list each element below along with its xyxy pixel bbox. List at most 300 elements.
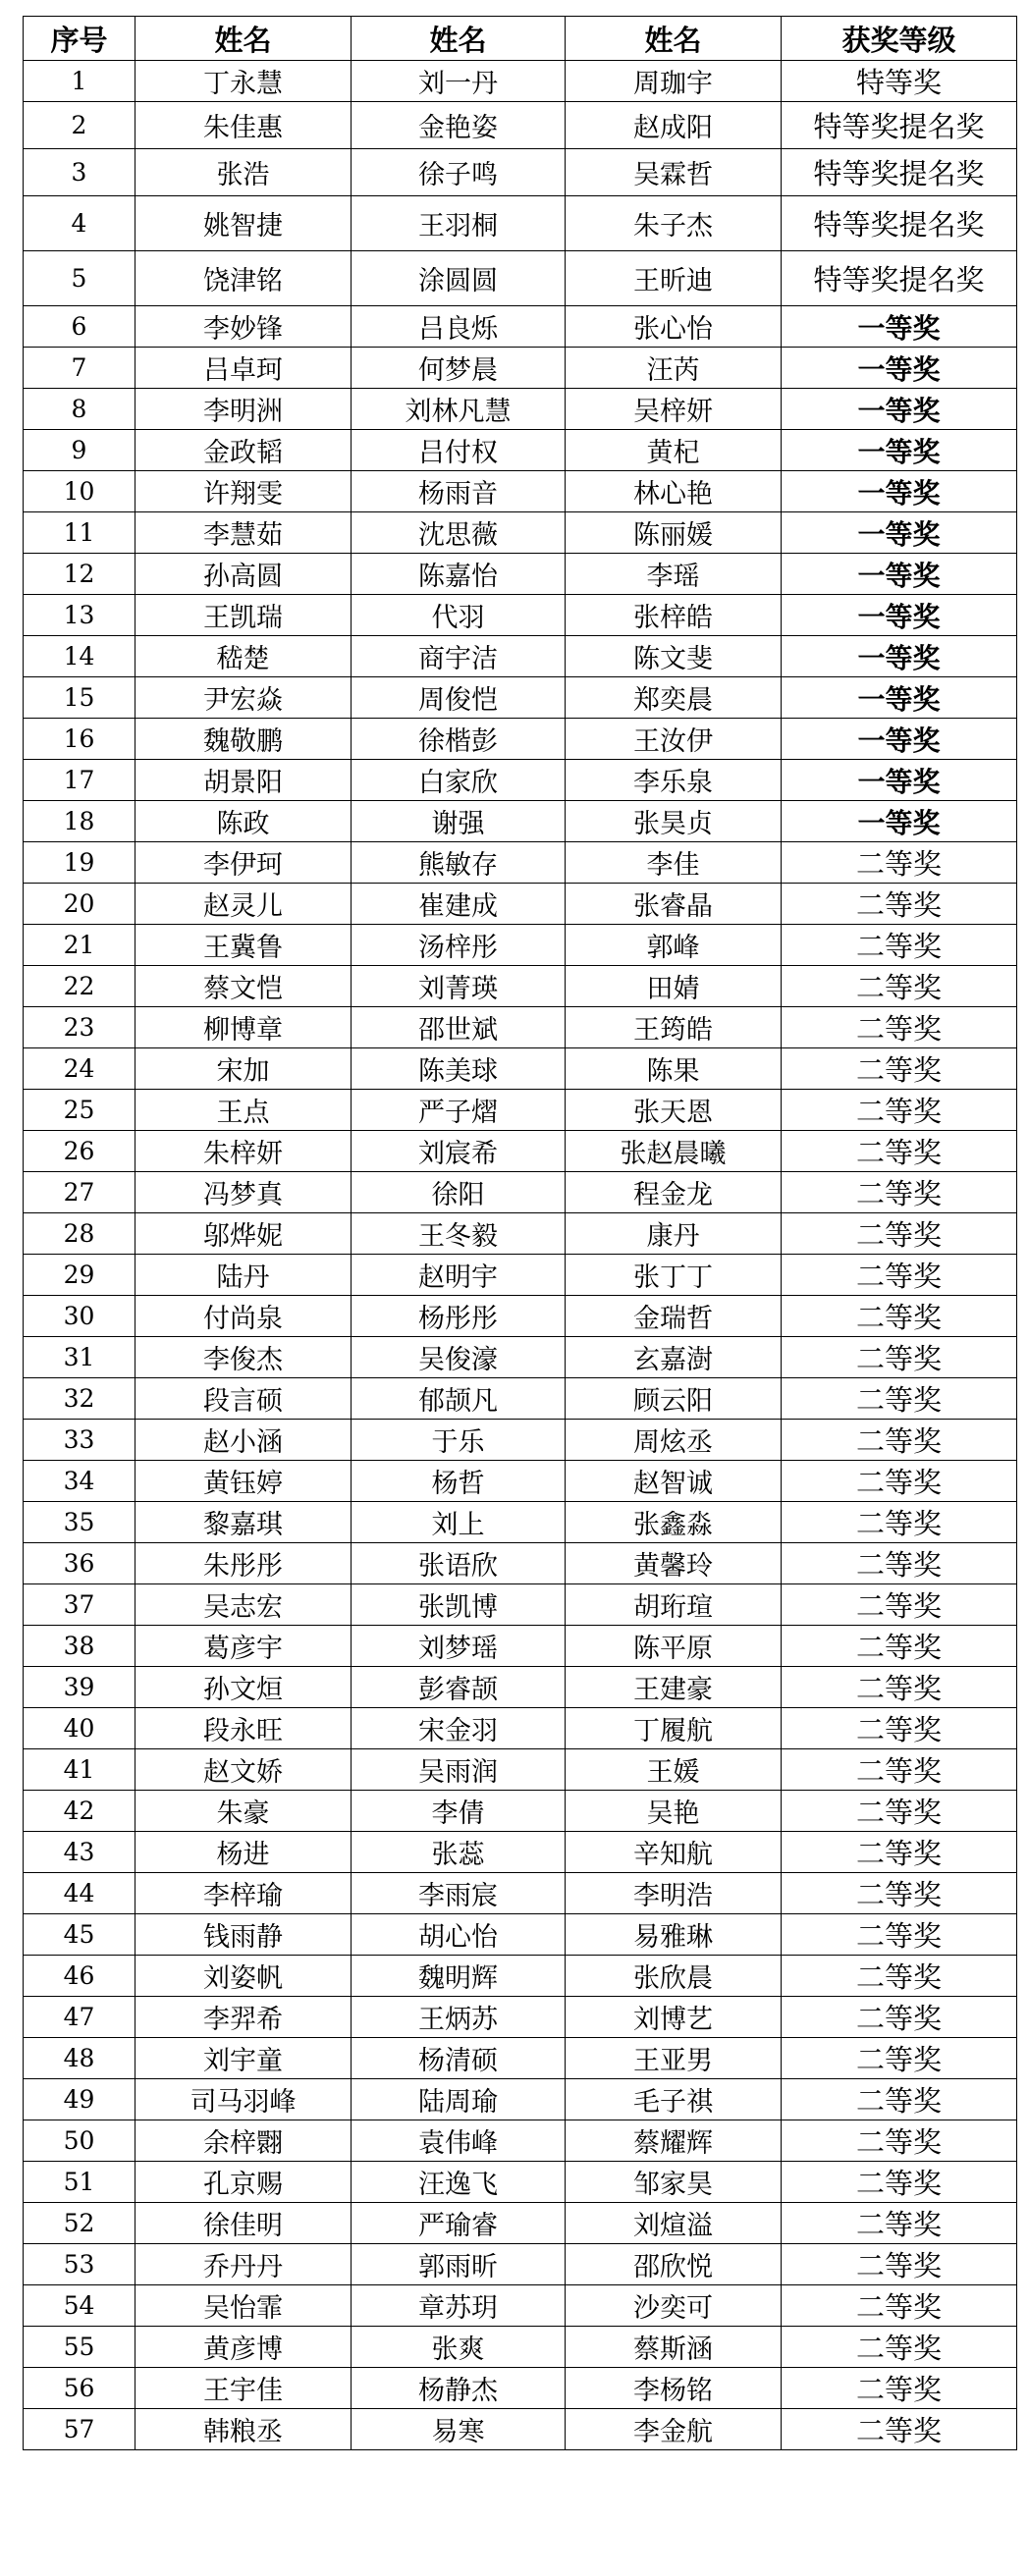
name-cell-3: 李佳	[566, 842, 782, 884]
name-cell-1: 吕卓珂	[135, 348, 352, 389]
name-cell-3: 程金龙	[566, 1172, 782, 1213]
table-row	[24, 2244, 1017, 2285]
seq-cell: 54	[24, 2285, 135, 2327]
name-cell-3: 吴霖哲	[566, 149, 782, 196]
name-cell-3: 王媛	[566, 1749, 782, 1791]
table-row	[24, 1543, 1017, 1584]
name-cell-1: 柳博章	[135, 1007, 352, 1048]
award-level-cell: 二等奖	[782, 2162, 1017, 2203]
name-cell-3: 王筠皓	[566, 1007, 782, 1048]
award-level-cell: 二等奖	[782, 2327, 1017, 2368]
award-level-cell: 二等奖	[782, 1090, 1017, 1131]
table-row	[24, 1873, 1017, 1914]
name-cell-2: 杨哲	[352, 1461, 566, 1502]
table-row	[24, 512, 1017, 554]
name-cell-3: 王建豪	[566, 1667, 782, 1708]
name-cell-1: 段永旺	[135, 1708, 352, 1749]
award-level-cell: 二等奖	[782, 1626, 1017, 1667]
seq-cell: 34	[24, 1461, 135, 1502]
seq-cell: 32	[24, 1378, 135, 1420]
seq-cell: 16	[24, 719, 135, 760]
seq-cell: 30	[24, 1296, 135, 1337]
name-cell-2: 王炳苏	[352, 1997, 566, 2038]
award-level-cell: 二等奖	[782, 1048, 1017, 1090]
name-cell-2: 杨彤彤	[352, 1296, 566, 1337]
award-level-cell: 二等奖	[782, 1956, 1017, 1997]
table-row	[24, 430, 1017, 471]
name-cell-3: 李瑶	[566, 554, 782, 595]
name-cell-1: 胡景阳	[135, 760, 352, 801]
award-level-cell: 一等奖	[782, 471, 1017, 512]
name-cell-1: 刘姿帆	[135, 1956, 352, 1997]
name-cell-1: 邬烨妮	[135, 1213, 352, 1255]
award-level-cell: 一等奖	[782, 760, 1017, 801]
seq-cell: 36	[24, 1543, 135, 1584]
seq-cell: 40	[24, 1708, 135, 1749]
table-row	[24, 677, 1017, 719]
award-level-cell: 二等奖	[782, 1420, 1017, 1461]
award-level-cell: 一等奖	[782, 306, 1017, 348]
name-cell-3: 周炫丞	[566, 1420, 782, 1461]
name-cell-2: 章苏玥	[352, 2285, 566, 2327]
table-row	[24, 2327, 1017, 2368]
name-cell-2: 陈美球	[352, 1048, 566, 1090]
table-row	[24, 1667, 1017, 1708]
seq-cell: 35	[24, 1502, 135, 1543]
name-cell-1: 葛彦宇	[135, 1626, 352, 1667]
seq-cell: 10	[24, 471, 135, 512]
name-cell-1: 宋加	[135, 1048, 352, 1090]
name-cell-1: 黄彦博	[135, 2327, 352, 2368]
award-level-cell: 二等奖	[782, 966, 1017, 1007]
award-level-cell: 二等奖	[782, 1213, 1017, 1255]
table-row	[24, 595, 1017, 636]
table-row	[24, 1832, 1017, 1873]
name-cell-3: 张心怡	[566, 306, 782, 348]
name-cell-2: 陈嘉怡	[352, 554, 566, 595]
name-cell-1: 韩粮丞	[135, 2409, 352, 2450]
award-level-cell: 一等奖	[782, 512, 1017, 554]
table-row	[24, 1378, 1017, 1420]
seq-cell: 22	[24, 966, 135, 1007]
name-cell-1: 李妙锋	[135, 306, 352, 348]
name-cell-1: 乔丹丹	[135, 2244, 352, 2285]
seq-cell: 45	[24, 1914, 135, 1956]
table-row	[24, 554, 1017, 595]
seq-cell: 28	[24, 1213, 135, 1255]
award-list-table	[23, 16, 1017, 2450]
table-row	[24, 1461, 1017, 1502]
award-level-cell: 一等奖	[782, 719, 1017, 760]
seq-cell: 21	[24, 925, 135, 966]
seq-cell: 9	[24, 430, 135, 471]
name-cell-3: 邹家昊	[566, 2162, 782, 2203]
name-cell-2: 商宇洁	[352, 636, 566, 677]
seq-cell: 44	[24, 1873, 135, 1914]
name-cell-2: 徐子鸣	[352, 149, 566, 196]
seq-cell: 50	[24, 2120, 135, 2162]
name-cell-1: 吴怡霏	[135, 2285, 352, 2327]
name-cell-1: 赵小涵	[135, 1420, 352, 1461]
name-cell-2: 谢强	[352, 801, 566, 842]
seq-cell: 18	[24, 801, 135, 842]
name-cell-1: 陆丹	[135, 1255, 352, 1296]
table-row	[24, 61, 1017, 102]
seq-cell: 38	[24, 1626, 135, 1667]
header-seq: 序号	[24, 17, 135, 61]
table-row	[24, 1997, 1017, 2038]
seq-cell: 3	[24, 149, 135, 196]
name-cell-2: 金艳姿	[352, 102, 566, 149]
name-cell-3: 顾云阳	[566, 1378, 782, 1420]
name-cell-3: 李杨铭	[566, 2368, 782, 2409]
seq-cell: 12	[24, 554, 135, 595]
seq-cell: 7	[24, 348, 135, 389]
seq-cell: 25	[24, 1090, 135, 1131]
table-row	[24, 389, 1017, 430]
seq-cell: 26	[24, 1131, 135, 1172]
name-cell-3: 邵欣悦	[566, 2244, 782, 2285]
name-cell-3: 金瑞哲	[566, 1296, 782, 1337]
name-cell-2: 张凯博	[352, 1584, 566, 1626]
name-cell-2: 刘林凡慧	[352, 389, 566, 430]
name-cell-3: 张昊贞	[566, 801, 782, 842]
name-cell-3: 蔡耀辉	[566, 2120, 782, 2162]
header-name-3: 姓名	[566, 17, 782, 61]
name-cell-2: 李雨宸	[352, 1873, 566, 1914]
name-cell-1: 段言硕	[135, 1378, 352, 1420]
name-cell-3: 王汝伊	[566, 719, 782, 760]
name-cell-3: 沙奕可	[566, 2285, 782, 2327]
award-level-cell: 二等奖	[782, 1914, 1017, 1956]
name-cell-1: 李羿希	[135, 1997, 352, 2038]
table-row	[24, 1131, 1017, 1172]
header-name-2: 姓名	[352, 17, 566, 61]
name-cell-2: 沈思薇	[352, 512, 566, 554]
name-cell-1: 徐佳明	[135, 2203, 352, 2244]
table-row	[24, 842, 1017, 884]
name-cell-1: 嵇楚	[135, 636, 352, 677]
name-cell-2: 郁颉凡	[352, 1378, 566, 1420]
seq-cell: 15	[24, 677, 135, 719]
name-cell-1: 刘宇童	[135, 2038, 352, 2079]
award-level-cell: 一等奖	[782, 595, 1017, 636]
table-row	[24, 2079, 1017, 2120]
award-level-cell: 一等奖	[782, 430, 1017, 471]
name-cell-3: 丁履航	[566, 1708, 782, 1749]
seq-cell: 1	[24, 61, 135, 102]
award-level-cell: 一等奖	[782, 636, 1017, 677]
name-cell-1: 王凯瑞	[135, 595, 352, 636]
seq-cell: 43	[24, 1832, 135, 1873]
table-row	[24, 1090, 1017, 1131]
name-cell-1: 孙文烜	[135, 1667, 352, 1708]
award-level-cell: 特等奖	[782, 61, 1017, 102]
table-row	[24, 1296, 1017, 1337]
name-cell-2: 吕良烁	[352, 306, 566, 348]
name-cell-3: 黄馨玲	[566, 1543, 782, 1584]
name-cell-2: 刘宸希	[352, 1131, 566, 1172]
name-cell-1: 朱豪	[135, 1791, 352, 1832]
name-cell-2: 袁伟峰	[352, 2120, 566, 2162]
name-cell-3: 张丁丁	[566, 1255, 782, 1296]
seq-cell: 6	[24, 306, 135, 348]
table-row	[24, 636, 1017, 677]
seq-cell: 46	[24, 1956, 135, 1997]
table-row	[24, 801, 1017, 842]
seq-cell: 5	[24, 251, 135, 306]
name-cell-3: 郭峰	[566, 925, 782, 966]
name-cell-3: 陈平原	[566, 1626, 782, 1667]
seq-cell: 42	[24, 1791, 135, 1832]
award-level-cell: 二等奖	[782, 1791, 1017, 1832]
name-cell-2: 李倩	[352, 1791, 566, 1832]
name-cell-3: 李乐泉	[566, 760, 782, 801]
header-name-1: 姓名	[135, 17, 352, 61]
name-cell-2: 刘菁瑛	[352, 966, 566, 1007]
table-row	[24, 251, 1017, 306]
name-cell-2: 郭雨昕	[352, 2244, 566, 2285]
table-row	[24, 1708, 1017, 1749]
award-level-cell: 二等奖	[782, 1296, 1017, 1337]
name-cell-1: 赵文娇	[135, 1749, 352, 1791]
name-cell-2: 徐楷彭	[352, 719, 566, 760]
table-body	[24, 61, 1017, 2450]
seq-cell: 24	[24, 1048, 135, 1090]
table-row	[24, 1420, 1017, 1461]
seq-cell: 29	[24, 1255, 135, 1296]
name-cell-3: 李明浩	[566, 1873, 782, 1914]
name-cell-2: 刘梦瑶	[352, 1626, 566, 1667]
award-level-cell: 二等奖	[782, 2244, 1017, 2285]
award-level-cell: 二等奖	[782, 1543, 1017, 1584]
name-cell-2: 于乐	[352, 1420, 566, 1461]
name-cell-2: 严瑜睿	[352, 2203, 566, 2244]
name-cell-3: 林心艳	[566, 471, 782, 512]
table-row	[24, 2203, 1017, 2244]
table-row	[24, 2368, 1017, 2409]
award-level-cell: 二等奖	[782, 1378, 1017, 1420]
name-cell-3: 张鑫淼	[566, 1502, 782, 1543]
name-cell-3: 赵智诚	[566, 1461, 782, 1502]
name-cell-2: 汪逸飞	[352, 2162, 566, 2203]
award-level-cell: 特等奖提名奖	[782, 102, 1017, 149]
name-cell-1: 赵灵儿	[135, 884, 352, 925]
award-level-cell: 一等奖	[782, 801, 1017, 842]
award-level-cell: 二等奖	[782, 2285, 1017, 2327]
table-row	[24, 2120, 1017, 2162]
name-cell-3: 李金航	[566, 2409, 782, 2450]
name-cell-1: 冯梦真	[135, 1172, 352, 1213]
name-cell-3: 张赵晨曦	[566, 1131, 782, 1172]
name-cell-1: 余梓翾	[135, 2120, 352, 2162]
award-level-cell: 二等奖	[782, 1255, 1017, 1296]
seq-cell: 31	[24, 1337, 135, 1378]
name-cell-2: 赵明宇	[352, 1255, 566, 1296]
name-cell-2: 白家欣	[352, 760, 566, 801]
name-cell-1: 王宇佳	[135, 2368, 352, 2409]
name-cell-3: 刘博艺	[566, 1997, 782, 2038]
award-level-cell: 特等奖提名奖	[782, 196, 1017, 251]
seq-cell: 52	[24, 2203, 135, 2244]
name-cell-2: 崔建成	[352, 884, 566, 925]
name-cell-1: 丁永慧	[135, 61, 352, 102]
seq-cell: 51	[24, 2162, 135, 2203]
seq-cell: 39	[24, 1667, 135, 1708]
name-cell-2: 刘上	[352, 1502, 566, 1543]
seq-cell: 14	[24, 636, 135, 677]
seq-cell: 47	[24, 1997, 135, 2038]
award-level-cell: 二等奖	[782, 1131, 1017, 1172]
award-level-cell: 二等奖	[782, 1172, 1017, 1213]
award-level-cell: 二等奖	[782, 1502, 1017, 1543]
award-level-cell: 二等奖	[782, 925, 1017, 966]
table-row	[24, 1337, 1017, 1378]
table-row	[24, 1626, 1017, 1667]
seq-cell: 55	[24, 2327, 135, 2368]
name-cell-1: 黄钰婷	[135, 1461, 352, 1502]
award-level-cell: 二等奖	[782, 1832, 1017, 1873]
award-level-cell: 二等奖	[782, 1749, 1017, 1791]
name-cell-2: 徐阳	[352, 1172, 566, 1213]
name-cell-3: 陈丽媛	[566, 512, 782, 554]
name-cell-2: 吴俊濠	[352, 1337, 566, 1378]
table-row	[24, 306, 1017, 348]
table-row	[24, 1956, 1017, 1997]
name-cell-2: 王羽桐	[352, 196, 566, 251]
name-cell-3: 康丹	[566, 1213, 782, 1255]
name-cell-3: 陈文斐	[566, 636, 782, 677]
name-cell-1: 朱梓妍	[135, 1131, 352, 1172]
name-cell-2: 杨静杰	[352, 2368, 566, 2409]
table-row	[24, 2162, 1017, 2203]
name-cell-1: 杨进	[135, 1832, 352, 1873]
name-cell-3: 张梓皓	[566, 595, 782, 636]
name-cell-3: 周珈宇	[566, 61, 782, 102]
name-cell-3: 张睿晶	[566, 884, 782, 925]
name-cell-1: 李俊杰	[135, 1337, 352, 1378]
name-cell-1: 姚智捷	[135, 196, 352, 251]
seq-cell: 53	[24, 2244, 135, 2285]
award-level-cell: 二等奖	[782, 1337, 1017, 1378]
award-level-cell: 一等奖	[782, 554, 1017, 595]
seq-cell: 41	[24, 1749, 135, 1791]
table-row	[24, 966, 1017, 1007]
name-cell-3: 易雅琳	[566, 1914, 782, 1956]
seq-cell: 20	[24, 884, 135, 925]
name-cell-1: 饶津铭	[135, 251, 352, 306]
seq-cell: 8	[24, 389, 135, 430]
table-row	[24, 471, 1017, 512]
name-cell-1: 吴志宏	[135, 1584, 352, 1626]
award-level-cell: 二等奖	[782, 1997, 1017, 2038]
name-cell-2: 邵世斌	[352, 1007, 566, 1048]
name-cell-3: 玄嘉澍	[566, 1337, 782, 1378]
table-row	[24, 719, 1017, 760]
name-cell-2: 陆周瑜	[352, 2079, 566, 2120]
award-level-cell: 二等奖	[782, 884, 1017, 925]
name-cell-1: 李梓瑜	[135, 1873, 352, 1914]
table-row	[24, 348, 1017, 389]
name-cell-1: 朱彤彤	[135, 1543, 352, 1584]
seq-cell: 11	[24, 512, 135, 554]
seq-cell: 48	[24, 2038, 135, 2079]
award-level-cell: 二等奖	[782, 2079, 1017, 2120]
name-cell-2: 彭睿颉	[352, 1667, 566, 1708]
seq-cell: 19	[24, 842, 135, 884]
name-cell-2: 吕付权	[352, 430, 566, 471]
name-cell-1: 钱雨静	[135, 1914, 352, 1956]
name-cell-2: 代羽	[352, 595, 566, 636]
name-cell-2: 吴雨润	[352, 1749, 566, 1791]
name-cell-2: 胡心怡	[352, 1914, 566, 1956]
name-cell-3: 辛知航	[566, 1832, 782, 1873]
name-cell-1: 张浩	[135, 149, 352, 196]
name-cell-3: 张欣晨	[566, 1956, 782, 1997]
name-cell-3: 田婧	[566, 966, 782, 1007]
table-row	[24, 1213, 1017, 1255]
table-row	[24, 884, 1017, 925]
name-cell-3: 汪芮	[566, 348, 782, 389]
table-row	[24, 1007, 1017, 1048]
award-level-cell: 二等奖	[782, 1461, 1017, 1502]
award-level-cell: 二等奖	[782, 2038, 1017, 2079]
name-cell-2: 张爽	[352, 2327, 566, 2368]
name-cell-1: 李伊珂	[135, 842, 352, 884]
seq-cell: 57	[24, 2409, 135, 2450]
award-level-cell: 二等奖	[782, 2120, 1017, 2162]
name-cell-1: 尹宏焱	[135, 677, 352, 719]
name-cell-1: 许翔雯	[135, 471, 352, 512]
name-cell-2: 涂圆圆	[352, 251, 566, 306]
seq-cell: 33	[24, 1420, 135, 1461]
name-cell-2: 魏明辉	[352, 1956, 566, 1997]
award-level-cell: 二等奖	[782, 2368, 1017, 2409]
name-cell-1: 孙高圆	[135, 554, 352, 595]
name-cell-3: 陈果	[566, 1048, 782, 1090]
name-cell-3: 朱子杰	[566, 196, 782, 251]
table-row	[24, 1172, 1017, 1213]
name-cell-1: 黎嘉琪	[135, 1502, 352, 1543]
seq-cell: 27	[24, 1172, 135, 1213]
seq-cell: 17	[24, 760, 135, 801]
name-cell-2: 王冬毅	[352, 1213, 566, 1255]
award-level-cell: 二等奖	[782, 2409, 1017, 2450]
name-cell-1: 朱佳惠	[135, 102, 352, 149]
table-row	[24, 1914, 1017, 1956]
award-level-cell: 二等奖	[782, 1708, 1017, 1749]
award-level-cell: 二等奖	[782, 1667, 1017, 1708]
name-cell-2: 周俊恺	[352, 677, 566, 719]
name-cell-1: 王冀鲁	[135, 925, 352, 966]
award-level-cell: 二等奖	[782, 1584, 1017, 1626]
name-cell-3: 刘煊溢	[566, 2203, 782, 2244]
name-cell-2: 杨雨音	[352, 471, 566, 512]
name-cell-3: 王亚男	[566, 2038, 782, 2079]
table-row	[24, 102, 1017, 149]
table-header	[24, 17, 1017, 61]
award-level-cell: 二等奖	[782, 2203, 1017, 2244]
name-cell-1: 魏敬鹏	[135, 719, 352, 760]
table-row	[24, 1255, 1017, 1296]
seq-cell: 2	[24, 102, 135, 149]
name-cell-3: 毛子祺	[566, 2079, 782, 2120]
table-row	[24, 1502, 1017, 1543]
name-cell-3: 张天恩	[566, 1090, 782, 1131]
name-cell-3: 吴艳	[566, 1791, 782, 1832]
name-cell-1: 孔京赐	[135, 2162, 352, 2203]
table-row	[24, 196, 1017, 251]
